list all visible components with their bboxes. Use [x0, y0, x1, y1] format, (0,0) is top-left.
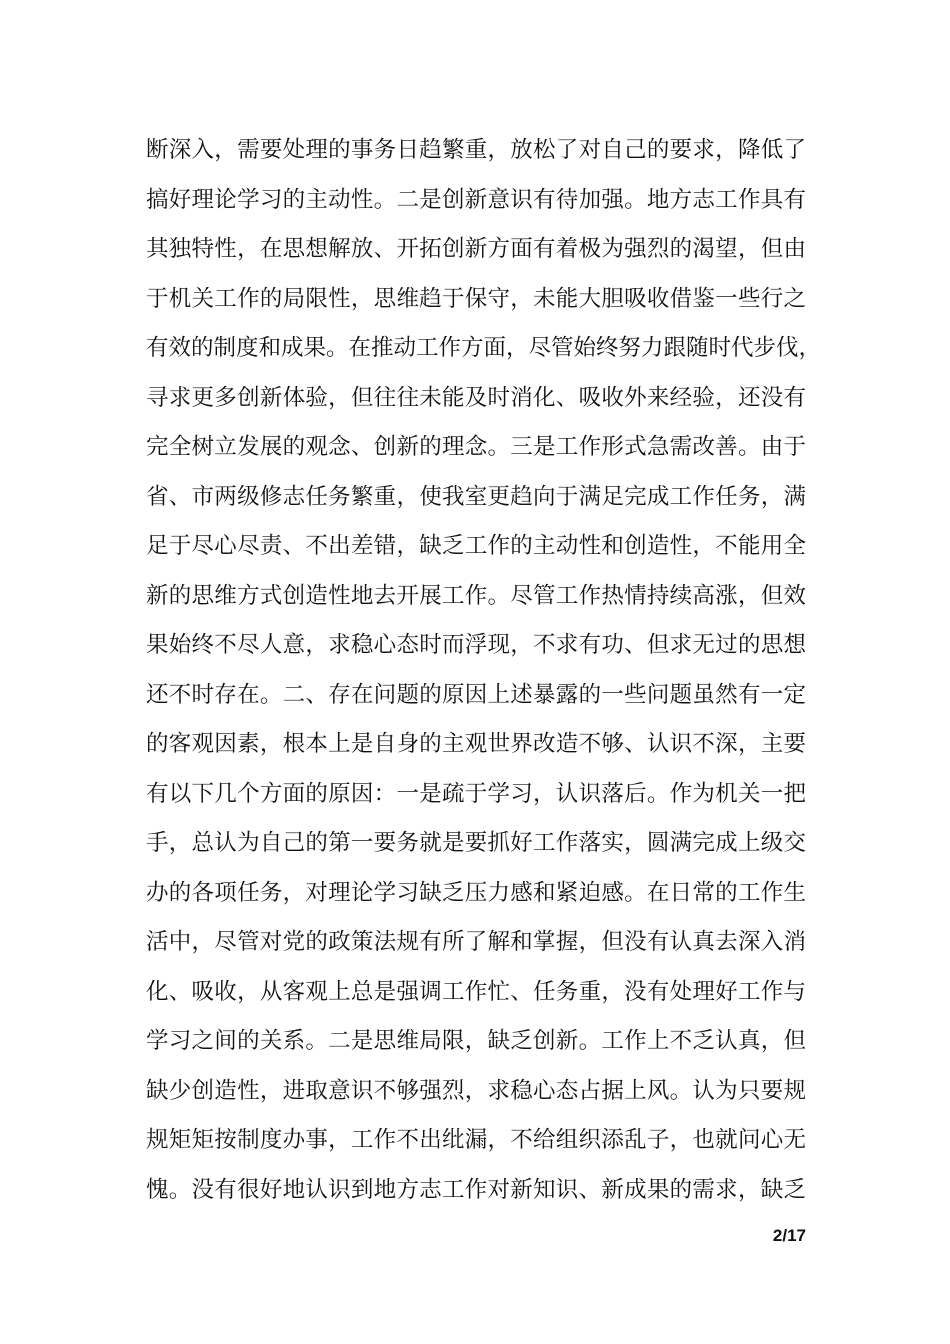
text-line: 于机关工作的局限性，思维趋于保守，未能大胆吸收借鉴一些行之 [146, 285, 806, 312]
text-line: 足于尽心尽责、不出差错，缺乏工作的主动性和创造性，不能用全 [146, 533, 806, 559]
text-line: 愧。没有很好地认识到地方志工作对新知识、新成果的需求，缺乏 [146, 1176, 806, 1203]
text-line: 断深入，需要处理的事务日趋繁重，放松了对自己的要求，降低了 [146, 137, 806, 163]
text-line: 办的各项任务，对理论学习缺乏压力感和紧迫感。在日常的工作生 [146, 879, 806, 906]
text-line: 的客观因素，根本上是自身的主观世界改造不够、认识不深，主要 [146, 731, 806, 757]
text-line: 新的思维方式创造性地去开展工作。尽管工作热情持续高涨，但效 [146, 582, 806, 609]
text-line: 省、市两级修志任务繁重，使我室更趋向于满足完成工作任务，满 [146, 483, 806, 510]
text-line: 化、吸收，从客观上总是强调工作忙、任务重，没有处理好工作与 [146, 978, 806, 1005]
text-line: 缺少创造性，进取意识不够强烈，求稳心态占据上风。认为只要规 [146, 1077, 806, 1104]
page-number: 2/17 [772, 1226, 806, 1245]
text-line: 其独特性，在思想解放、开拓创新方面有着极为强烈的渴望，但由 [146, 236, 806, 262]
text-line: 寻求更多创新体验，但往往未能及时消化、吸收外来经验，还没有 [146, 384, 806, 411]
text-line: 有以下几个方面的原因：一是疏于学习，认识落后。作为机关一把 [146, 780, 806, 807]
text-line: 果始终不尽人意，求稳心态时而浮现，不求有功、但求无过的思想 [146, 632, 806, 658]
text-line: 规矩矩按制度办事，工作不出纰漏，不给组织添乱子，也就问心无 [146, 1127, 806, 1153]
text-line: 有效的制度和成果。在推动工作方面，尽管始终努力跟随时代步伐， [146, 335, 822, 361]
text-line: 搞好理论学习的主动性。二是创新意识有待加强。地方志工作具有 [146, 186, 806, 213]
text-line: 手，总认为自己的第一要务就是要抓好工作落实，圆满完成上级交 [146, 830, 806, 856]
text-line: 活中，尽管对党的政策法规有所了解和掌握，但没有认真去深入消 [146, 929, 806, 955]
text-line: 还不时存在。二、存在问题的原因上述暴露的一些问题虽然有一定 [146, 681, 806, 708]
text-line: 学习之间的关系。二是思维局限，缺乏创新。工作上不乏认真，但 [146, 1028, 806, 1054]
text-line: 完全树立发展的观念、创新的理念。三是工作形式急需改善。由于 [146, 434, 806, 460]
body-text [146, 126, 822, 1215]
